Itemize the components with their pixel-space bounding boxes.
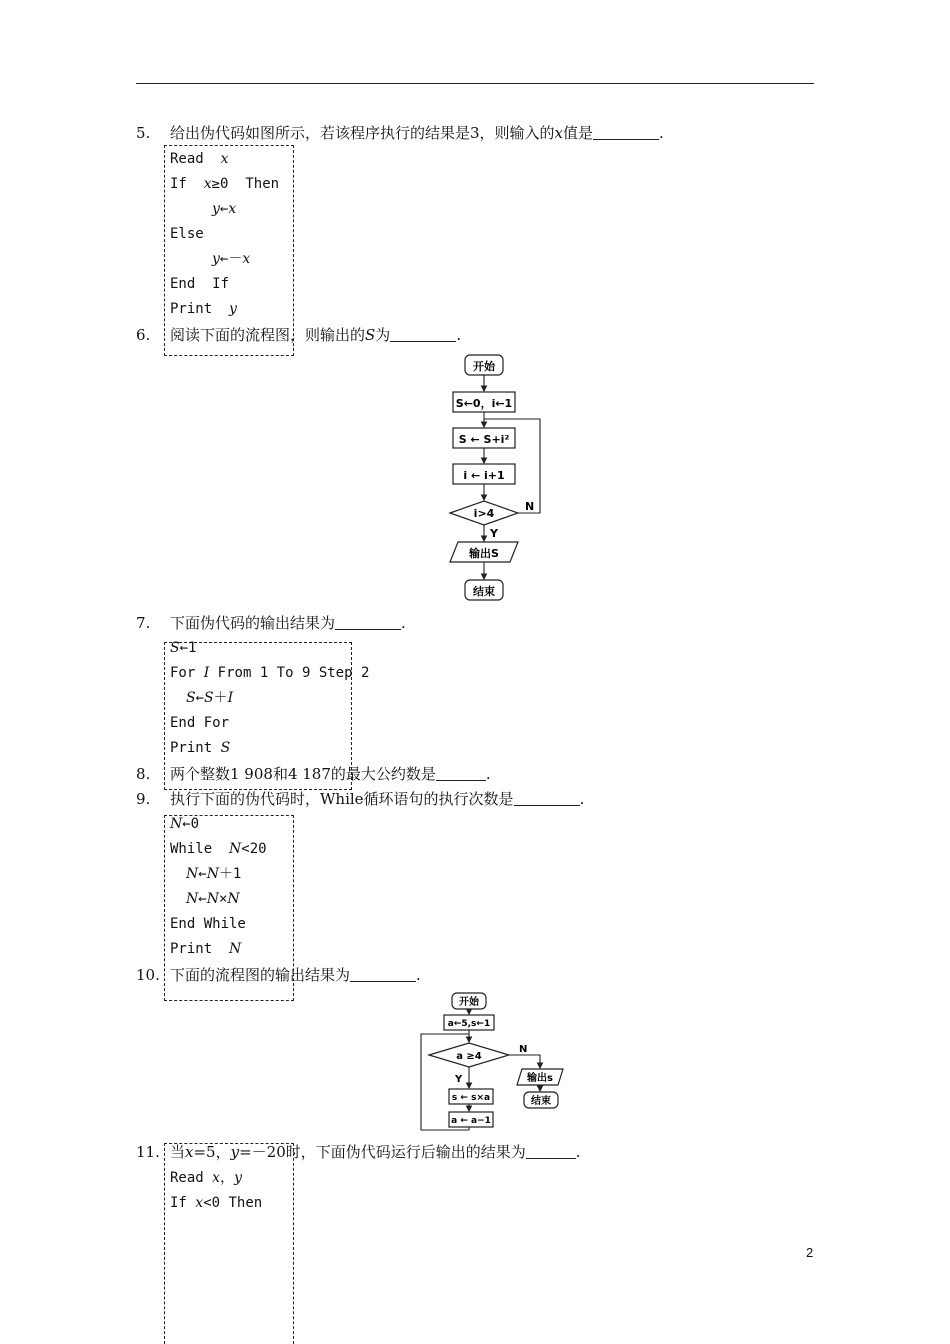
question-number: 11. bbox=[136, 1143, 160, 1161]
flow-label: 开始 bbox=[473, 360, 495, 373]
question-text: 阅读下面的流程图，则输出的 bbox=[170, 326, 366, 344]
code-line: End While bbox=[170, 916, 246, 932]
question-text: 为 bbox=[375, 326, 391, 344]
answer-blank bbox=[593, 125, 659, 140]
header-rule bbox=[136, 83, 814, 84]
code-line: End If bbox=[170, 276, 230, 292]
question-text: 下面伪代码的输出结果为 bbox=[170, 614, 336, 632]
flow-label: N bbox=[525, 500, 535, 513]
flowchart-10 bbox=[415, 988, 575, 1133]
flowchart-6 bbox=[440, 350, 550, 605]
question-variable: y bbox=[230, 1143, 240, 1161]
code-line: y←－x bbox=[212, 251, 251, 267]
flow-label: S←0，i←1 bbox=[455, 397, 513, 410]
flow-label: N bbox=[519, 1044, 528, 1055]
question-text: 当 bbox=[170, 1143, 186, 1161]
code-line: N←N＋1 bbox=[186, 866, 242, 882]
flow-label: 结束 bbox=[473, 585, 495, 598]
code-line: Print y bbox=[170, 301, 237, 317]
flow-label: S ← S+i² bbox=[458, 433, 510, 446]
answer-blank bbox=[350, 967, 416, 982]
answer-blank bbox=[514, 791, 580, 806]
question-number: 9. bbox=[136, 790, 151, 808]
question-text: 值是 bbox=[563, 124, 594, 142]
question-end: . bbox=[575, 1143, 581, 1161]
question-7 bbox=[136, 613, 406, 633]
code-line: While N<20 bbox=[170, 841, 267, 857]
question-text: =5， bbox=[193, 1143, 231, 1161]
flow-label: a ≥4 bbox=[456, 1051, 482, 1062]
code-line: For I From 1 To 9 Step 2 bbox=[170, 665, 370, 681]
flow-label: 结束 bbox=[531, 1096, 551, 1107]
page-number: 2 bbox=[806, 1245, 814, 1260]
question-text: 执行下面的伪代码时，While循环语句的执行次数是 bbox=[170, 790, 514, 808]
code-line: S←S＋I bbox=[186, 690, 234, 706]
flow-label: i ← i+1 bbox=[463, 469, 505, 482]
code-line: Print N bbox=[170, 941, 242, 957]
question-variable: S bbox=[365, 326, 376, 344]
flow-label: a ← a−1 bbox=[451, 1116, 491, 1126]
flow-label: 开始 bbox=[459, 997, 479, 1008]
question-number: 8. bbox=[136, 765, 151, 783]
question-number: 6. bbox=[136, 326, 151, 344]
question-text: 两个整数1 908和4 187的最大公约数是 bbox=[170, 765, 436, 783]
flow-label: Y bbox=[455, 1074, 463, 1085]
question-8 bbox=[136, 764, 491, 784]
question-9 bbox=[136, 789, 584, 809]
flow-label: s ← s×a bbox=[451, 1093, 491, 1103]
question-end: . bbox=[579, 790, 585, 808]
code-line: Print S bbox=[170, 740, 231, 756]
question-end: . bbox=[401, 614, 406, 632]
question-text: 给出伪代码如图所示，若该程序执行的结果是3，则输入的 bbox=[170, 124, 555, 142]
question-number: 5. bbox=[136, 124, 151, 142]
flow-label: a←5,s←1 bbox=[447, 1019, 491, 1029]
answer-blank bbox=[335, 615, 401, 630]
code-line: If x<0 Then bbox=[170, 1195, 263, 1211]
question-variable: x bbox=[185, 1143, 194, 1161]
question-number: 10. bbox=[136, 966, 160, 984]
question-text: =－20时，下面伪代码运行后输出的结果为 bbox=[239, 1143, 526, 1161]
question-10 bbox=[136, 965, 421, 985]
code-line: Read x bbox=[170, 151, 229, 167]
code-line: N←0 bbox=[170, 816, 200, 832]
question-text: 下面的流程图的输出结果为 bbox=[170, 966, 351, 984]
code-line: N←N×N bbox=[186, 891, 240, 907]
answer-blank bbox=[526, 1144, 576, 1159]
code-line: y←x bbox=[212, 201, 237, 217]
question-end: . bbox=[456, 326, 462, 344]
flow-label: i>4 bbox=[473, 507, 495, 520]
question-5 bbox=[136, 123, 664, 143]
question-end: . bbox=[659, 124, 664, 142]
flow-label: 输出s bbox=[527, 1073, 553, 1084]
code-line: End For bbox=[170, 715, 230, 731]
code-line: If x≥0 Then bbox=[170, 176, 280, 192]
question-variable: x bbox=[554, 124, 564, 142]
flow-label: 输出S bbox=[469, 547, 499, 560]
question-end: . bbox=[485, 765, 491, 783]
question-6 bbox=[136, 325, 461, 345]
code-line: Else bbox=[170, 226, 204, 242]
question-number: 7. bbox=[136, 614, 151, 632]
flow-label: Y bbox=[490, 527, 498, 540]
answer-blank bbox=[390, 327, 456, 342]
question-end: . bbox=[416, 966, 421, 984]
code-line: Read x，y bbox=[170, 1170, 242, 1186]
code-line: S←1 bbox=[170, 640, 197, 656]
answer-blank bbox=[436, 766, 486, 781]
